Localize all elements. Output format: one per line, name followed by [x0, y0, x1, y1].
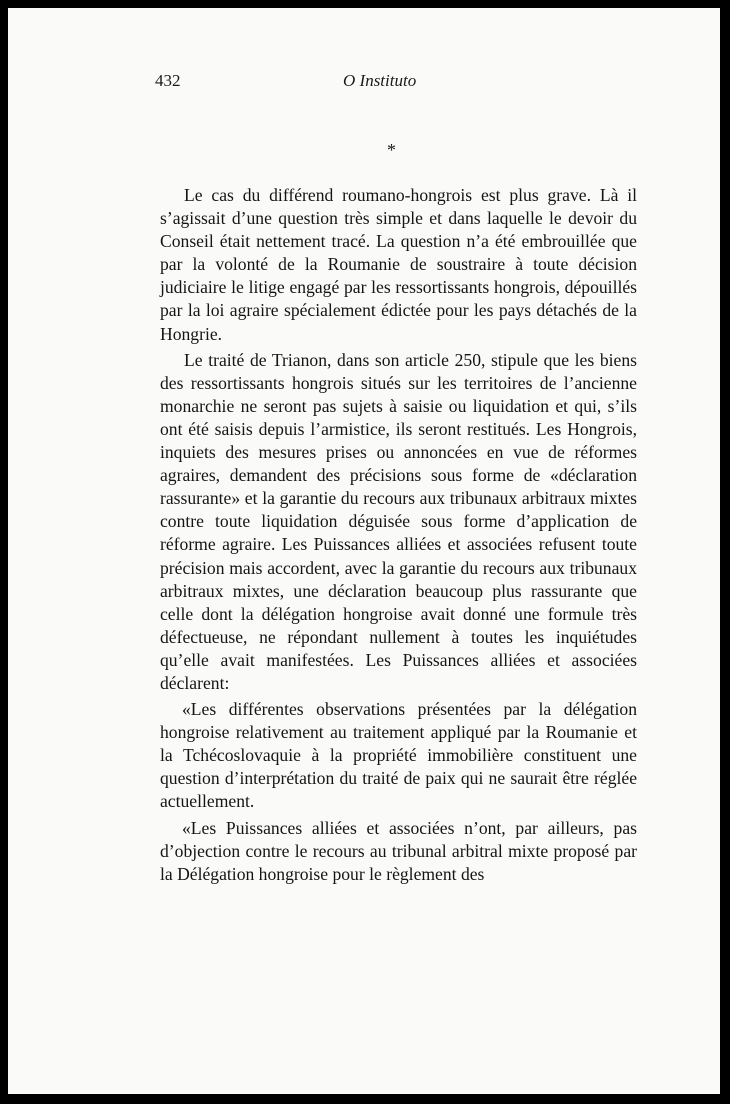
- paragraph: Le traité de Trianon, dans son article 250, stipule que les biens des ressortissants hongrois situés sur les territoires de l’ancienne monarchie ne seront pas sujets à saisie ou liquidation et qui, s’ils ont été saisis depuis l’armistice, ils seront restitués. Les Hongrois, inquiets des mesures prises ou annoncées en vue de réformes agraires, demandent des précisions sous forme de «déclaration rassurante» et la garantie du recours aux tribunaux arbitraux mixtes contre toute liquidation déguisée sous forme d’application de réforme agraire. Les Puissances alliées et associées refusent toute précision mais accordent, avec la garantie du recours aux tribunaux arbitraux mixtes, une déclaration beaucoup plus rassurante que celle dont la délégation hongroise avait donné une formule très défectueuse, ne répondant nullement à toutes les inquiétudes qu’elle avait manifestées. Les Puissances alliées et associées déclarent:: [160, 349, 637, 693]
- section-ornament: *: [387, 140, 396, 160]
- running-header: [155, 71, 585, 97]
- running-title: O Instituto: [343, 71, 417, 90]
- book-page: [8, 8, 720, 1094]
- paragraph: Le cas du différend roumano-hongrois est plus grave. Là il s’agissait d’une question très simple et dans laquelle le devoir du Conseil était nettement tracé. La question n’a été embrouillée que par la volonté de la Roumanie de soustraire à toute décision judiciaire le litige engagé par les ressortissants hongrois, dépouillés par la loi agraire spécialement édictée pour les pays détachés de la Hongrie.: [160, 185, 637, 344]
- body-text: [160, 184, 637, 889]
- quote-paragraph: «Les différentes observations présentées par la délégation hongroise relativement au traitement appliqué par la Roumanie et la Tchécoslovaquie à la propriété immobilière constituent une question d’interprétation du traité de paix qui ne saurait être réglée actuellement.: [160, 699, 637, 812]
- quote-paragraph: «Les Puissances alliées et associées n’ont, par ailleurs, pas d’objection contre le recours au tribunal arbitral mixte proposé par la Délégation hongroise pour le règlement des: [160, 817, 637, 884]
- page-number: 432: [155, 71, 181, 90]
